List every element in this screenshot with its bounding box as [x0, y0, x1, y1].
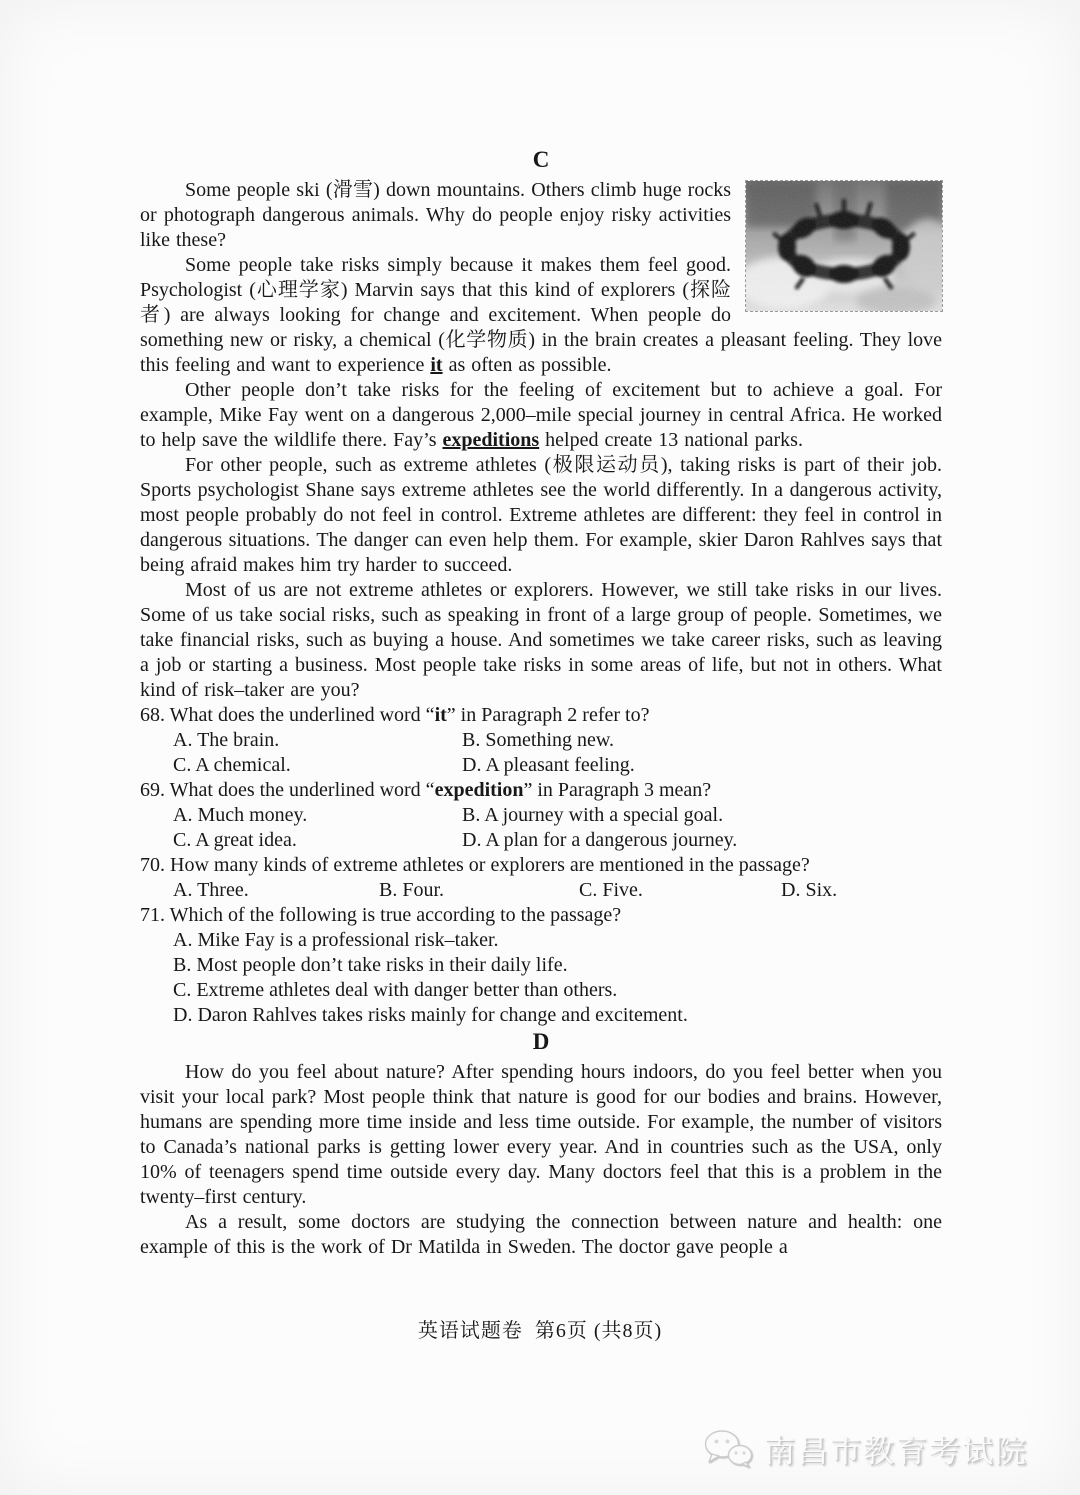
text-segment: expeditions [442, 429, 540, 451]
question-70-stem [140, 853, 942, 878]
watermark [702, 1426, 1028, 1471]
text-segment: ” in Paragraph 2 refer to? [446, 704, 650, 726]
option-69-b: B. A journey with a special goal. [462, 804, 724, 826]
option-70-b: B. Four. [379, 879, 445, 901]
question-68 [140, 703, 942, 778]
option-71-a: A. Mike Fay is a professional risk–taker. [173, 929, 499, 951]
option-70-d: D. Six. [781, 879, 838, 901]
option-71-b: B. Most people don’t take risks in their daily life. [173, 954, 568, 976]
text-segment: Other people don’t take risks for the feeling of excitement but to achieve a goal. For example, Mike Fay went on a dangerous 2,000–mile special journey in central Africa. He worked to help save the wildlife there. Fay’s [140, 379, 942, 451]
question-68-options-row-2 [140, 753, 942, 778]
option-71-d: D. Daron Rahlves takes risks mainly for change and excitement. [173, 1004, 688, 1026]
wechat-icon [702, 1429, 754, 1469]
text-segment: 70. How many kinds of extreme athletes or explorers are mentioned in the passage? [140, 854, 810, 876]
text-segment: How do you feel about nature? After spending hours indoors, do you feel better when you visit your local park? Most people think that nature is good for our bodies and brains. However, humans are spending more time inside and less time outside. For example, the number of visitors to Canada’s national parks is getting lower every year. And in countries such as the USA, only 10% of teenagers spend time outside every day. Many doctors feel that this is a problem in the twenty–first century. [140, 1061, 942, 1208]
question-71-option-row-d [140, 1003, 942, 1028]
section-c-heading: C [532, 147, 550, 172]
passage-c-paragraph-3 [140, 378, 942, 453]
question-71-option-row-a [140, 928, 942, 953]
question-71 [140, 903, 942, 1028]
text-segment: it [430, 354, 443, 376]
option-70-c: C. Five. [579, 879, 643, 901]
question-68-options-row-1 [140, 728, 942, 753]
page-footer: 英语试题卷 第6页 (共8页) [417, 1320, 663, 1342]
passage-d-paragraph-1 [140, 1060, 942, 1210]
question-71-option-row-c [140, 978, 942, 1003]
section-d-heading: D [532, 1029, 550, 1054]
question-69-options-row-2 [140, 828, 942, 853]
option-69-d: D. A plan for a dangerous journey. [462, 829, 738, 851]
option-69-c: C. A great idea. [173, 829, 297, 851]
text-segment: As a result, some doctors are studying the connection between nature and health: one example of this is the work of Dr Matilda in Sweden. The doctor gave people a [140, 1211, 942, 1258]
text-segment: helped create 13 national parks. [539, 429, 803, 451]
text-segment: 68. What does the underlined word “ [140, 704, 435, 726]
question-70-options-row [140, 878, 942, 903]
skydivers-photo-art [746, 181, 942, 311]
page-content [140, 146, 942, 1260]
question-69-stem [140, 778, 942, 803]
text-segment: ” in Paragraph 3 mean? [523, 779, 712, 801]
passage-c-paragraph-5 [140, 578, 942, 703]
option-68-d: D. A pleasant feeling. [462, 754, 635, 776]
watermark-text: 南昌市教育考试院 [764, 1434, 1028, 1470]
question-70 [140, 853, 942, 903]
option-71-c: C. Extreme athletes deal with danger better than others. [173, 979, 618, 1001]
passage-d [140, 1060, 942, 1260]
question-69 [140, 778, 942, 853]
passage-c [140, 178, 942, 703]
text-segment: Some people ski (滑雪) down mountains. Others climb huge rocks or photograph dangerous animals. Why do people enjoy risky activities like these? [140, 179, 731, 251]
text-segment: 69. What does the underlined word “ [140, 779, 435, 801]
question-69-options-row-1 [140, 803, 942, 828]
text-segment: For other people, such as extreme athletes (极限运动员), taking risks is part of their job. Sports psychologist Shane says extreme athletes see the world differently. In a dangerous activity, most people probably do not feel in control. Extreme athletes are different: they feel in control in dangerous situations. The danger can even help them. For example, skier Daron Rahlves says that being afraid makes him try harder to succeed. [140, 454, 942, 576]
question-68-stem [140, 703, 942, 728]
option-68-a: A. The brain. [173, 729, 280, 751]
text-segment: Most of us are not extreme athletes or explorers. However, we still take risks in our lives. Some of us take social risks, such as speaking in front of a large group of people. Sometimes, we take financial risks, such as buying a house. And sometimes we take career risks, such as leaving a job or starting a business. Most people take risks in some areas of life, but not in others. What kind of risk–taker are you? [140, 579, 942, 701]
text-segment: as often as possible. [442, 354, 612, 376]
passage-d-paragraph-2 [140, 1210, 942, 1260]
question-71-option-row-b [140, 953, 942, 978]
text-segment: Some people take risks simply because it makes them feel good. Psychologist (心理学家) Marvin says that this kind of explorers (探险者) are always looking for change and excitement. When people do something new or risky, a chemical (化学物质) in the brain creates a pleasant feeling. They love this feeling and want to experience [140, 254, 942, 376]
skydivers-photo [746, 181, 942, 311]
option-68-c: C. A chemical. [173, 754, 291, 776]
questions-section [140, 703, 942, 1028]
text-segment: it [434, 704, 447, 726]
passage-c-paragraph-4 [140, 453, 942, 578]
text-segment: expedition [434, 779, 524, 801]
text-segment: 71. Which of the following is true according to the passage? [140, 904, 622, 926]
question-71-stem [140, 903, 942, 928]
option-70-a: A. Three. [173, 879, 249, 901]
option-69-a: A. Much money. [173, 804, 308, 826]
option-68-b: B. Something new. [462, 729, 615, 751]
